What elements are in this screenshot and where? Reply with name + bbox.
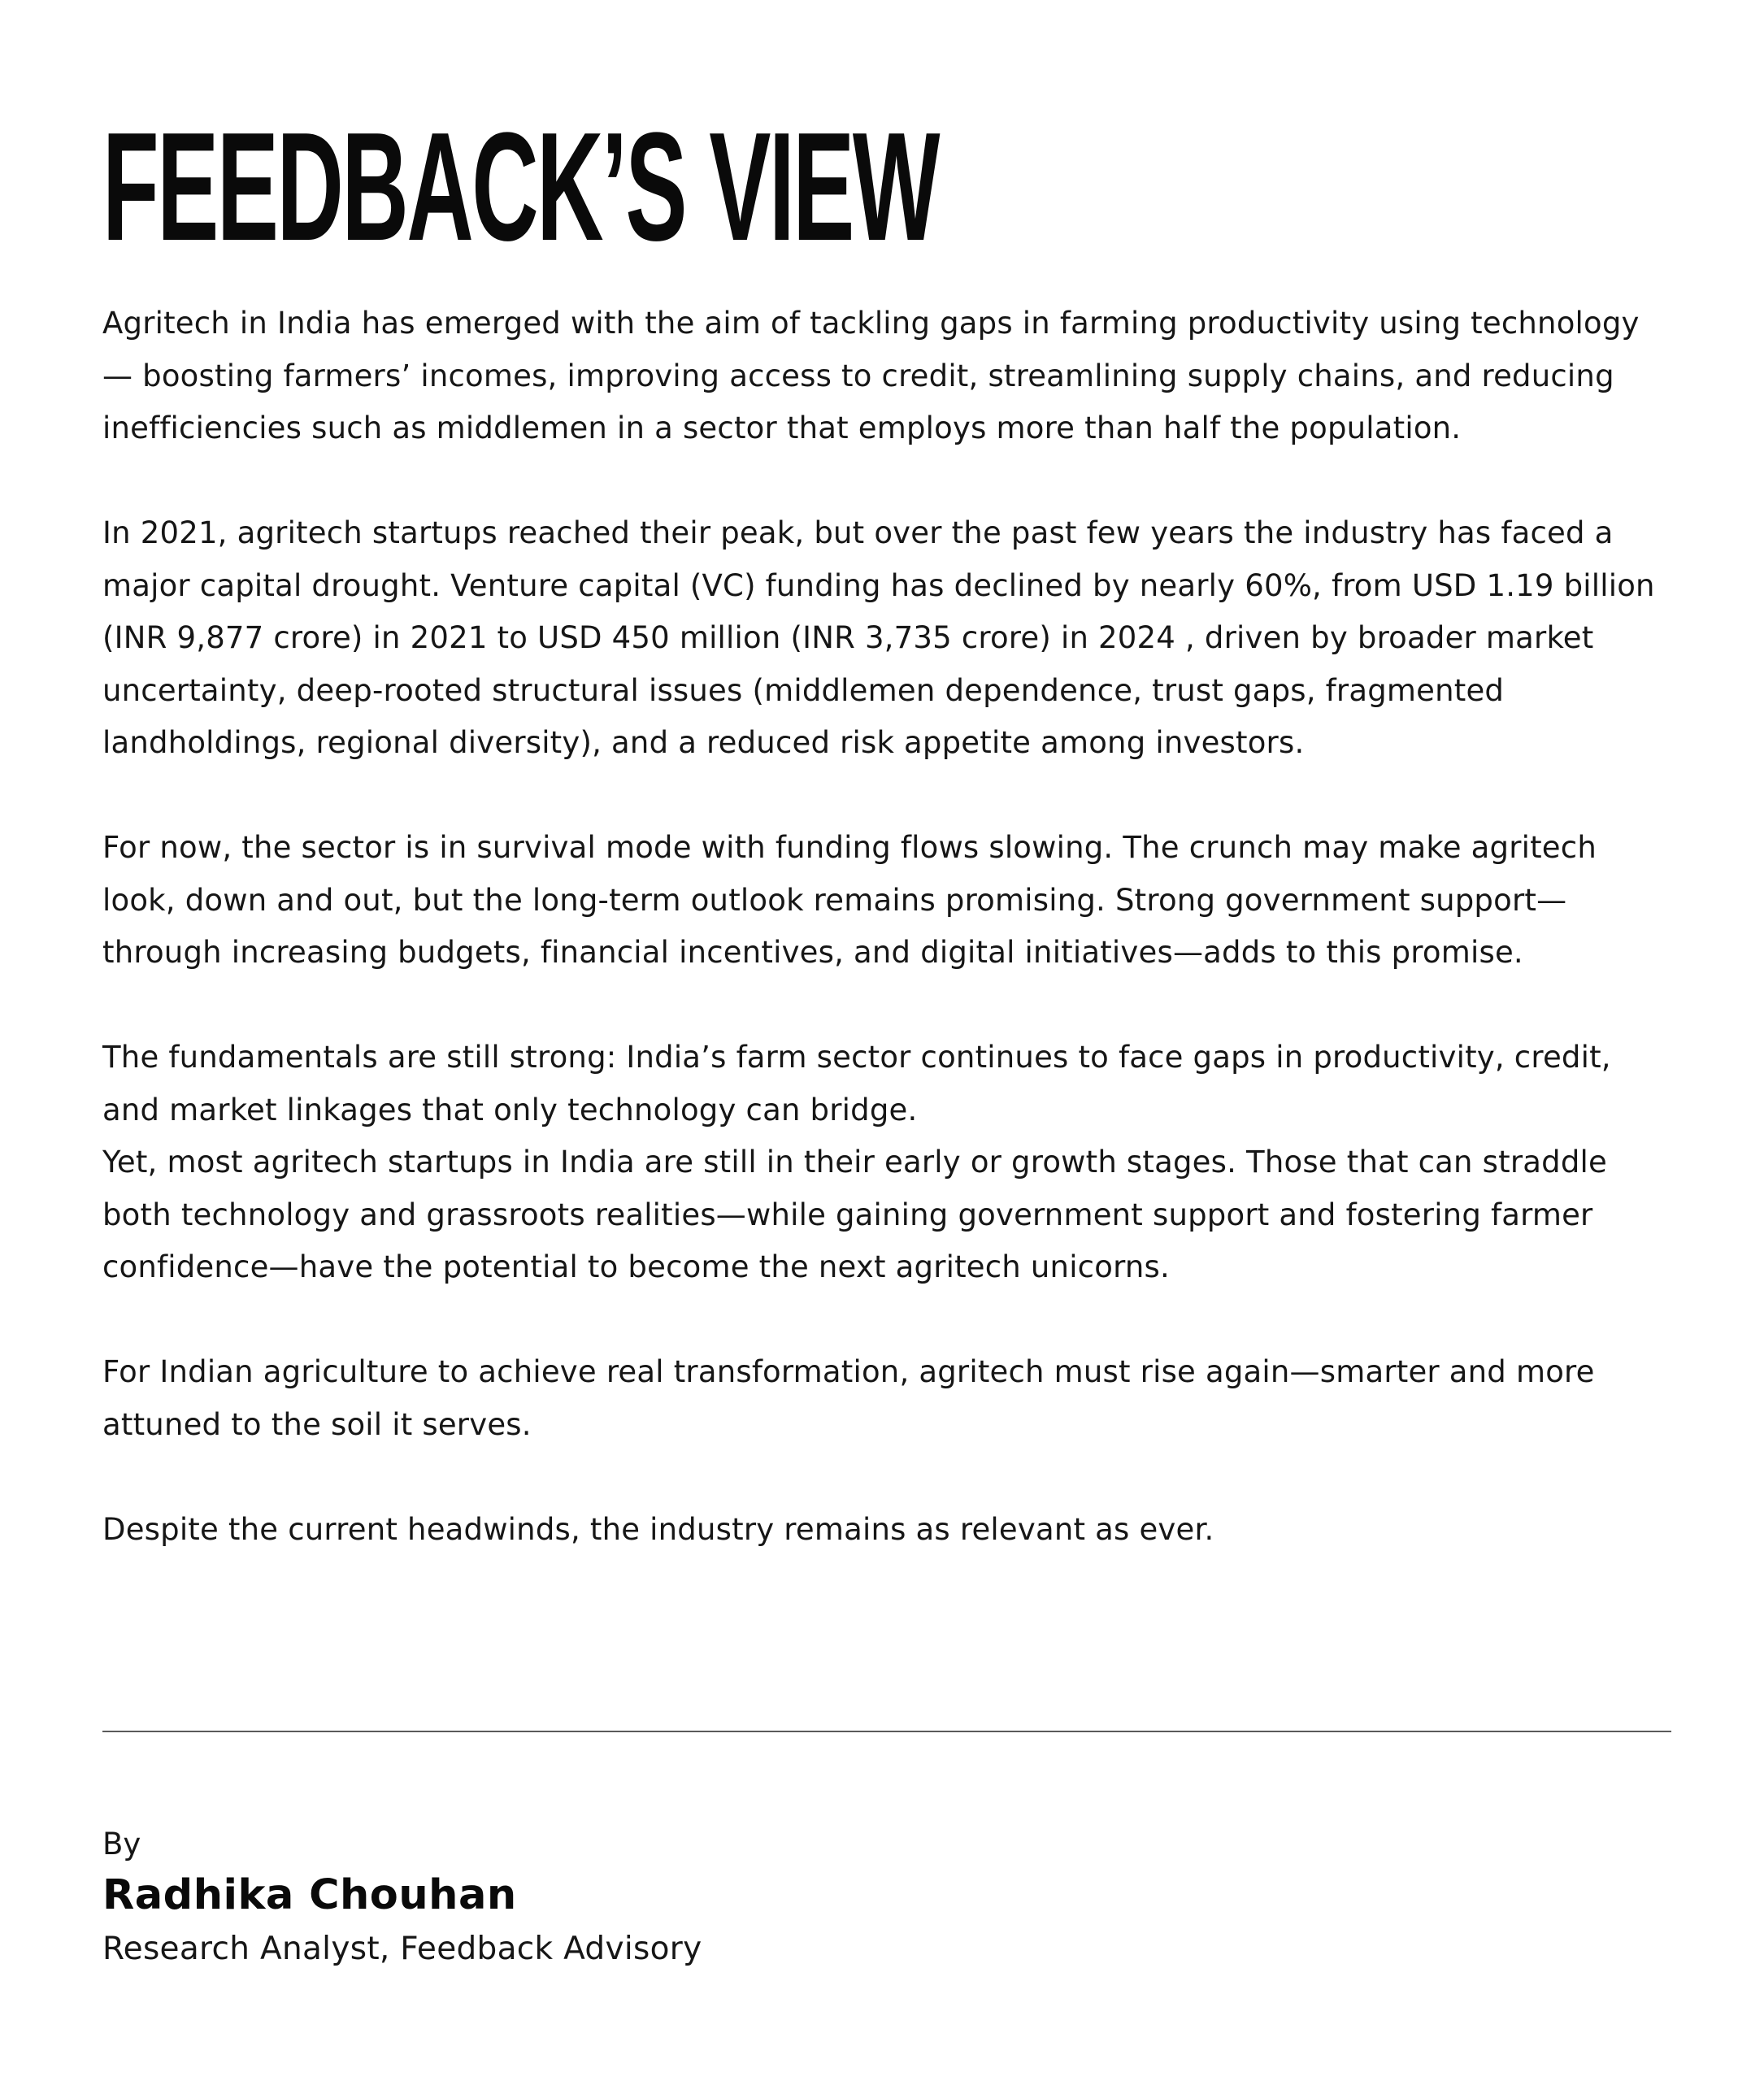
author-byline [102,1821,702,1975]
page-title: FEEDBACK’S VIEW [102,101,939,273]
byline-label: By [102,1827,141,1862]
article-paragraph: For Indian agriculture to achieve real transformation, agritech must rise again—smarter and more attuned to the soil it serves. [102,1354,1595,1442]
article-paragraph: Yet, most agritech startups in India are still in their early or growth stages. Those that can straddle both technology and grassroots realities—while gaining government support and fostering farmer confidence—have the potential to become the next agritech unicorns. [102,1145,1607,1284]
author-name: Radhika Chouhan [102,1871,517,1919]
article-paragraph: For now, the sector is in survival mode with funding flows slowing. The crunch may make agritech look, down and out, but the long-term outlook remains promising. Strong government support—through increasing budgets, financial incentives, and digital initiatives—adds to this promise. [102,830,1597,970]
article-body [102,298,1671,1609]
article-paragraph: Despite the current headwinds, the industry remains as relevant as ever. [102,1511,1214,1547]
section-divider [102,1731,1671,1732]
article-paragraph: The fundamentals are still strong: India’s farm sector continues to face gaps in productivity, credit, and market linkages that only technology can bridge. [102,1040,1611,1127]
article-paragraph: Agritech in India has emerged with the aim of tackling gaps in farming productivity using technology — boosting farmers’ incomes, improving access to credit, streamlining supply chains, and reducing inefficiencies such as middlemen in a sector that employs more than half the population. [102,306,1640,445]
author-role: Research Analyst, Feedback Advisory [102,1931,702,1967]
article-paragraph: In 2021, agritech startups reached their peak, but over the past few years the industry has faced a major capital drought. Venture capital (VC) funding has declined by nearly 60%, from USD 1.19 billion (INR 9,877 crore) in 2021 to USD 450 million (INR 3,735 crore) in 2024 , driven by broader market uncertainty, deep-rooted structural issues (middlemen dependence, trust gaps, fragmented landholdings, regional diversity), and a reduced risk appetite among investors. [102,515,1655,760]
